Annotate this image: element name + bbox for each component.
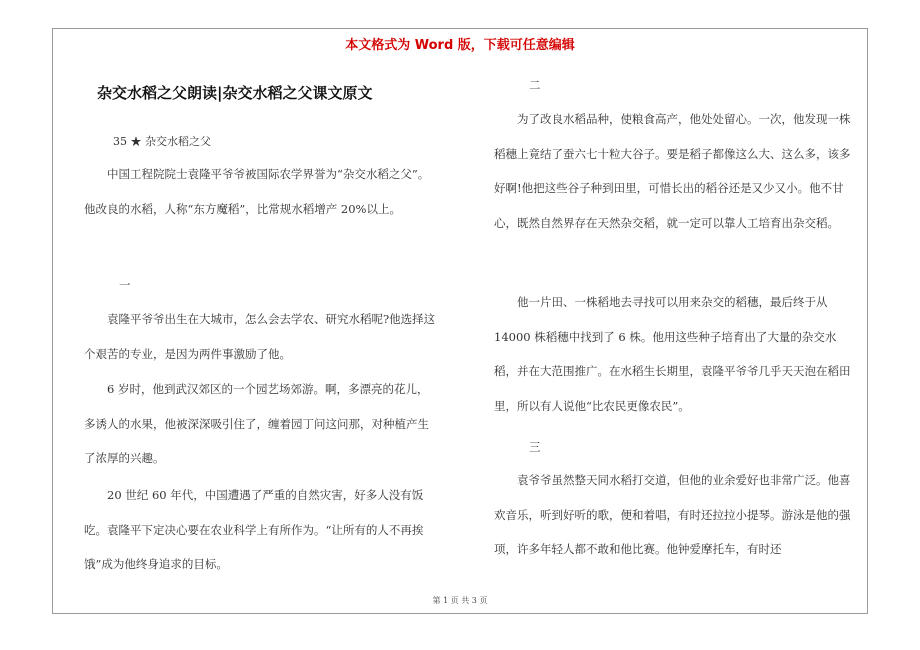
left-paragraph-2: 袁隆平爷爷出生在大城市，怎么会去学农、研究水稻呢?他选择这个艰苦的专业，是因为两件事激励了他。 [84, 312, 436, 361]
section-number-2: 二 [529, 78, 541, 92]
right-paragraph-2: 他一片田、一株稻地去寻找可以用来杂交的稻穗，最后终于从 14000 株稻穗中找到了 6 株。他用这些种子培育出了大量的杂交水稻，并在大范围推广。在水稻生长期里，袁隆平爷爷几乎天天泡在稻田里，所以有人说他“比农民更像农民”。 [494, 295, 851, 413]
right-paragraph-1: 为了改良水稻品种，使粮食高产，他处处留心。一次，他发现一株稻穗上竟结了蚕六七十粒大谷子。要是稻子都像这么大、这么多，该多好啊!他把这些谷子种到田里，可惜长出的稻谷还是又少又小。他不甘心，既然自然界存在天然杂交稻，就一定可以靠人工培育出杂交稻。 [494, 112, 851, 230]
left-paragraph-3: 6 岁时，他到武汉郊区的一个园艺场郊游。啊，多漂亮的花儿，多诱人的水果，他被深深吸引住了，缠着园丁问这问那，对种植产生了浓厚的兴趣。 [84, 382, 429, 465]
section-number-3: 三 [529, 440, 541, 454]
left-paragraph-1: 中国工程院院士袁隆平爷爷被国际农学界誉为“杂交水稻之父”。他改良的水稻，人称“东方魔稻”，比常规水稻增产 20%以上。 [84, 167, 430, 216]
document-title: 杂交水稻之父朗读|杂交水稻之父课文原文 [97, 84, 373, 102]
lesson-heading: 35 ★ 杂交水稻之父 [113, 135, 211, 148]
edit-notice-banner: 本文格式为 Word 版，下载可任意编辑 [345, 38, 575, 53]
page-footer: 第 1 页 共 3 页 [432, 596, 488, 605]
right-paragraph-3: 袁爷爷虽然整天同水稻打交道，但他的业余爱好也非常广泛。他喜欢音乐，听到好听的歌，便和着唱，有时还拉拉小提琴。游泳是他的强项，许多年轻人都不敢和他比赛。他钟爱摩托车，有时还 [494, 473, 851, 556]
section-number-1: 一 [119, 278, 131, 292]
left-paragraph-4: 20 世纪 60 年代，中国遭遇了严重的自然灾害，好多人没有饭吃。袁隆平下定决心要在农业科学上有所作为。“让所有的人不再挨饿”成为他终身追求的目标。 [84, 488, 424, 571]
